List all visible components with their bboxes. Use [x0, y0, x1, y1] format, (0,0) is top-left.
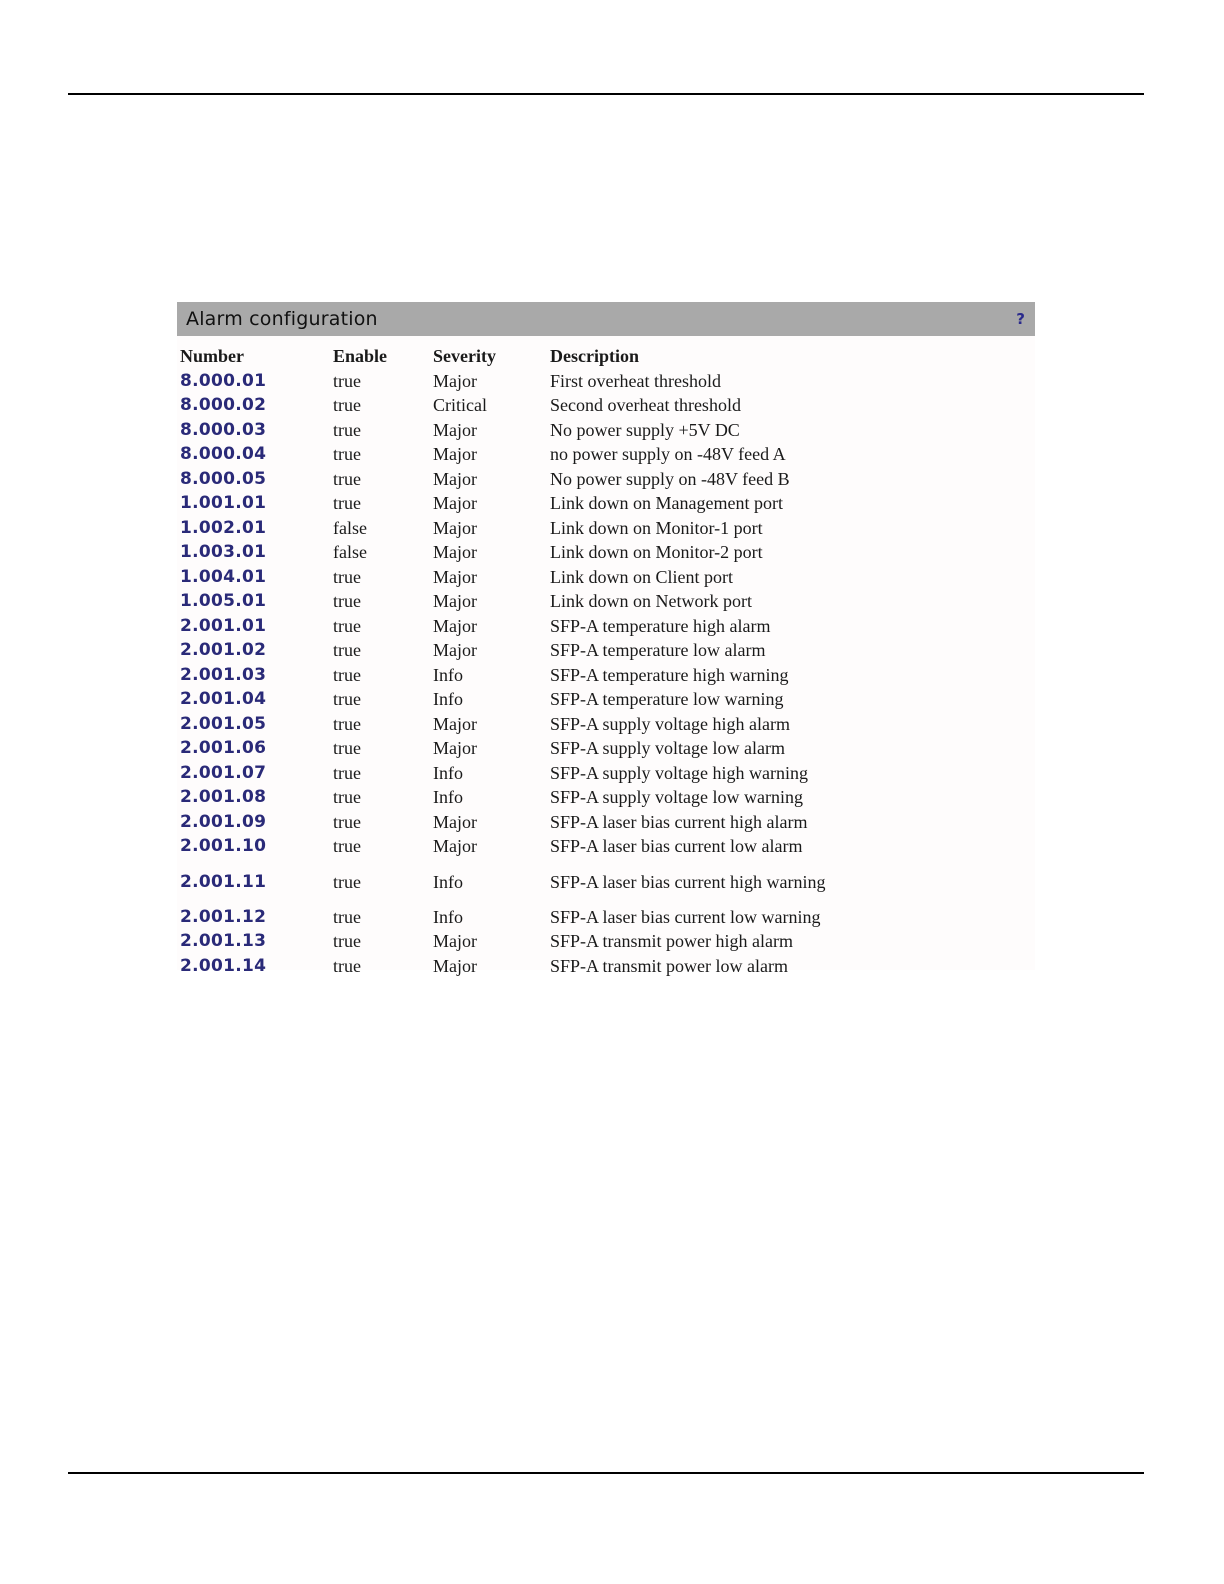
alarm-severity-cell: Info [433, 787, 463, 808]
table-row[interactable] [177, 859, 840, 905]
alarm-severity-cell: Info [433, 762, 463, 783]
alarm-description-cell: SFP-A transmit power high alarm [550, 931, 793, 952]
table-row[interactable] [177, 394, 840, 419]
alarm-description-cell: SFP-A laser bias current high warning [550, 871, 826, 892]
alarm-severity-cell: Major [433, 836, 477, 857]
table-row[interactable] [177, 590, 840, 615]
alarm-severity-cell: Info [433, 664, 463, 685]
alarm-configuration-panel [177, 302, 1035, 976]
alarm-description-cell: SFP-A supply voltage low warning [550, 787, 804, 808]
alarm-enable-cell: true [333, 395, 361, 416]
alarm-description-cell: SFP-A supply voltage low alarm [550, 738, 785, 759]
table-row[interactable] [177, 786, 840, 811]
alarm-number-link[interactable]: 1.001.01 [180, 493, 267, 514]
alarm-severity-cell: Major [433, 468, 477, 489]
alarm-severity-cell: Major [433, 931, 477, 952]
alarm-description-cell: SFP-A supply voltage high alarm [550, 713, 790, 734]
table-row[interactable] [177, 418, 840, 443]
header-description: Description [550, 345, 639, 366]
header-number: Number [180, 345, 244, 366]
alarm-description-cell: SFP-A laser bias current low warning [550, 906, 821, 927]
alarm-description-cell: SFP-A supply voltage high warning [550, 762, 809, 783]
alarm-number-link[interactable]: 1.005.01 [180, 591, 267, 612]
alarm-severity-cell: Info [433, 906, 463, 927]
alarm-severity-cell: Info [433, 871, 463, 892]
alarm-enable-cell: true [333, 787, 361, 808]
table-row[interactable] [177, 639, 840, 664]
alarm-enable-cell: true [333, 615, 361, 636]
alarm-enable-cell: true [333, 871, 361, 892]
alarm-description-cell: SFP-A temperature high warning [550, 664, 789, 685]
table-row[interactable] [177, 492, 840, 517]
alarm-description-cell: Link down on Management port [550, 493, 783, 514]
alarm-enable-cell: true [333, 468, 361, 489]
alarm-number-link[interactable]: 1.002.01 [180, 517, 267, 538]
panel-titlebar [177, 302, 1035, 336]
alarm-description-cell: SFP-A laser bias current high alarm [550, 811, 808, 832]
alarm-number-link[interactable]: 2.001.01 [180, 615, 267, 636]
alarm-enable-cell: true [333, 566, 361, 587]
alarm-number-link[interactable]: 8.000.02 [180, 395, 267, 416]
table-row[interactable] [177, 614, 840, 639]
table-row[interactable] [177, 761, 840, 786]
alarm-description-cell: Link down on Monitor-2 port [550, 542, 763, 563]
alarm-severity-cell: Major [433, 444, 477, 465]
header-enable: Enable [333, 345, 388, 366]
alarm-enable-cell: true [333, 444, 361, 465]
alarm-enable-cell: false [333, 517, 367, 538]
table-header-row [177, 341, 840, 369]
alarm-enable-cell: true [333, 955, 361, 976]
alarm-enable-cell: true [333, 689, 361, 710]
alarm-number-link[interactable]: 8.000.03 [180, 419, 267, 440]
table-row[interactable] [177, 835, 840, 860]
alarm-number-link[interactable]: 1.004.01 [180, 566, 267, 587]
alarm-severity-cell: Major [433, 640, 477, 661]
panel-title: Alarm configuration [186, 308, 378, 330]
alarm-enable-cell: true [333, 811, 361, 832]
alarm-number-link[interactable]: 1.003.01 [180, 542, 267, 563]
alarm-number-link[interactable]: 8.000.05 [180, 468, 267, 489]
table-row[interactable] [177, 467, 840, 492]
alarm-enable-cell: true [333, 906, 361, 927]
alarm-enable-cell: true [333, 931, 361, 952]
alarm-number-link[interactable]: 2.001.03 [180, 664, 267, 685]
alarm-severity-cell: Major [433, 738, 477, 759]
table-row[interactable] [177, 712, 840, 737]
alarm-severity-cell: Critical [433, 395, 487, 416]
alarm-number-link[interactable]: 2.001.14 [180, 955, 267, 976]
alarm-enable-cell: false [333, 542, 367, 563]
alarm-enable-cell: true [333, 370, 361, 391]
alarm-enable-cell: true [333, 738, 361, 759]
alarm-number-link[interactable]: 2.001.07 [180, 762, 267, 783]
alarm-severity-cell: Major [433, 955, 477, 976]
alarm-severity-cell: Major [433, 566, 477, 587]
table-row[interactable] [177, 565, 840, 590]
alarm-severity-cell: Major [433, 591, 477, 612]
table-row[interactable] [177, 443, 840, 468]
alarm-severity-cell: Major [433, 493, 477, 514]
header-severity: Severity [433, 345, 496, 366]
alarm-number-link[interactable]: 2.001.13 [180, 931, 267, 952]
alarm-enable-cell: true [333, 493, 361, 514]
alarm-severity-cell: Major [433, 517, 477, 538]
alarm-enable-cell: true [333, 591, 361, 612]
help-icon[interactable]: ? [1016, 310, 1025, 328]
alarm-enable-cell: true [333, 762, 361, 783]
alarm-description-cell: First overheat threshold [550, 370, 721, 391]
alarm-number-link[interactable]: 8.000.04 [180, 444, 267, 465]
alarm-description-cell: Link down on Monitor-1 port [550, 517, 763, 538]
alarm-number-link[interactable]: 2.001.12 [180, 906, 267, 927]
alarm-enable-cell: true [333, 419, 361, 440]
alarm-number-link[interactable]: 2.001.02 [180, 640, 267, 661]
table-row[interactable] [177, 930, 840, 955]
alarm-description-cell: SFP-A temperature high alarm [550, 615, 771, 636]
table-row[interactable] [177, 688, 840, 713]
table-row[interactable] [177, 737, 840, 762]
alarm-severity-cell: Major [433, 542, 477, 563]
alarm-description-cell: No power supply +5V DC [550, 419, 740, 440]
table-row[interactable] [177, 516, 840, 541]
table-row[interactable] [177, 541, 840, 566]
alarm-description-cell: SFP-A temperature low warning [550, 689, 784, 710]
alarm-number-link[interactable]: 2.001.05 [180, 713, 267, 734]
alarm-description-cell: No power supply on -48V feed B [550, 468, 790, 489]
alarm-number-link[interactable]: 2.001.06 [180, 738, 267, 759]
alarm-severity-cell: Major [433, 713, 477, 734]
alarm-description-cell: SFP-A temperature low alarm [550, 640, 766, 661]
alarm-number-link[interactable]: 8.000.01 [180, 370, 267, 391]
alarm-enable-cell: true [333, 640, 361, 661]
alarm-severity-cell: Major [433, 419, 477, 440]
alarm-description-cell: SFP-A laser bias current low alarm [550, 836, 803, 857]
page-top-rule [68, 93, 1144, 95]
alarm-description-cell: Link down on Network port [550, 591, 752, 612]
alarm-description-cell: Second overheat threshold [550, 395, 741, 416]
table-row[interactable] [177, 905, 840, 930]
alarm-table [177, 341, 840, 979]
alarm-description-cell: Link down on Client port [550, 566, 733, 587]
table-row[interactable] [177, 810, 840, 835]
alarm-number-link[interactable]: 2.001.09 [180, 811, 267, 832]
alarm-description-cell: no power supply on -48V feed A [550, 444, 786, 465]
table-row[interactable] [177, 954, 840, 979]
alarm-severity-cell: Major [433, 811, 477, 832]
alarm-severity-cell: Major [433, 370, 477, 391]
alarm-number-link[interactable]: 2.001.10 [180, 836, 267, 857]
table-row[interactable] [177, 663, 840, 688]
alarm-description-cell: SFP-A transmit power low alarm [550, 955, 788, 976]
alarm-enable-cell: true [333, 836, 361, 857]
alarm-number-link[interactable]: 2.001.04 [180, 689, 267, 710]
table-row[interactable] [177, 369, 840, 394]
alarm-enable-cell: true [333, 664, 361, 685]
alarm-severity-cell: Major [433, 615, 477, 636]
alarm-enable-cell: true [333, 713, 361, 734]
alarm-number-link[interactable]: 2.001.11 [180, 871, 267, 892]
page-bottom-rule [68, 1472, 1144, 1474]
alarm-severity-cell: Info [433, 689, 463, 710]
alarm-number-link[interactable]: 2.001.08 [180, 787, 267, 808]
